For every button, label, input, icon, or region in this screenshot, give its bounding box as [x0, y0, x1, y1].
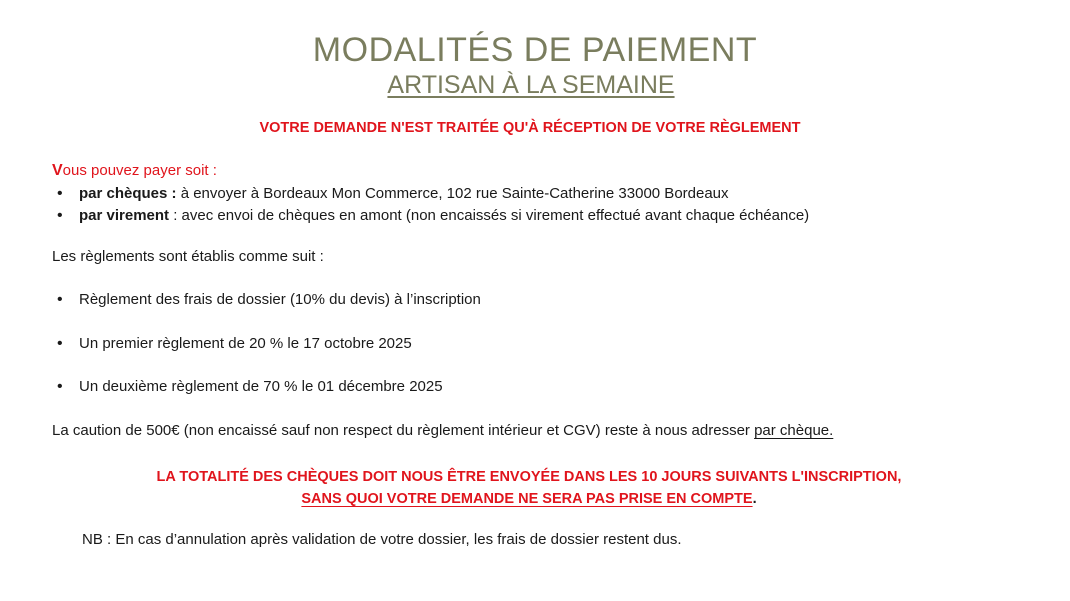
caution-text — [52, 421, 833, 441]
deadline-warning — [0, 466, 1058, 510]
warning-line-2-end: . — [752, 491, 757, 507]
option-label: par chèques : — [79, 185, 177, 202]
schedule-item — [57, 290, 481, 310]
option-text: : avec envoi de chèques en amont (non encaissés si virement effectué avant chaque échéance) — [169, 207, 810, 224]
schedule-item-text: Un deuxième règlement de 70 % le 01 décembre 2025 — [79, 378, 443, 395]
intro-first-letter: V — [52, 162, 63, 179]
intro-text: ous pouvez payer soit : — [62, 162, 217, 179]
warning-line-2-text: SANS QUOI VOTRE DEMANDE NE SERA PAS PRISE EN COMPTE — [301, 491, 753, 507]
payment-option-cheques — [57, 183, 809, 205]
schedule-item-text: Un premier règlement de 20 % le 17 octobre 2025 — [79, 335, 412, 352]
option-text: à envoyer à Bordeaux Mon Commerce, 102 rue Sainte-Catherine 33000 Bordeaux — [176, 185, 729, 202]
option-label: par virement — [79, 207, 170, 224]
page-subtitle: ARTISAN À LA SEMAINE — [387, 71, 675, 99]
caution-body: La caution de 500€ (non encaissé sauf non respect du règlement intérieur et CGV) reste à nous adresser — [52, 422, 755, 439]
processing-notice: VOTRE DEMANDE N'EST TRAITÉE QU'À RÉCEPTION DE VOTRE RÈGLEMENT — [259, 120, 801, 136]
caution-emphasis: par chèque. — [754, 422, 834, 439]
nb-note: NB : En cas d’annulation après validation de votre dossier, les frais de dossier restent dus. — [82, 531, 682, 548]
payment-intro — [52, 162, 217, 180]
schedule-label: Les règlements sont établis comme suit : — [52, 248, 324, 265]
payment-options-list — [57, 183, 809, 227]
schedule-item-text: Règlement des frais de dossier (10% du devis) à l’inscription — [79, 291, 481, 308]
schedule-item — [57, 334, 412, 354]
page-title: MODALITÉS DE PAIEMENT — [312, 31, 758, 69]
payment-option-virement — [57, 205, 809, 227]
warning-line-1: LA TOTALITÉ DES CHÈQUES DOIT NOUS ÊTRE ENVOYÉE DANS LES 10 JOURS SUIVANTS L'INSCRIPTION, — [156, 469, 902, 485]
schedule-item — [57, 377, 443, 397]
warning-line-2 — [0, 488, 1058, 510]
